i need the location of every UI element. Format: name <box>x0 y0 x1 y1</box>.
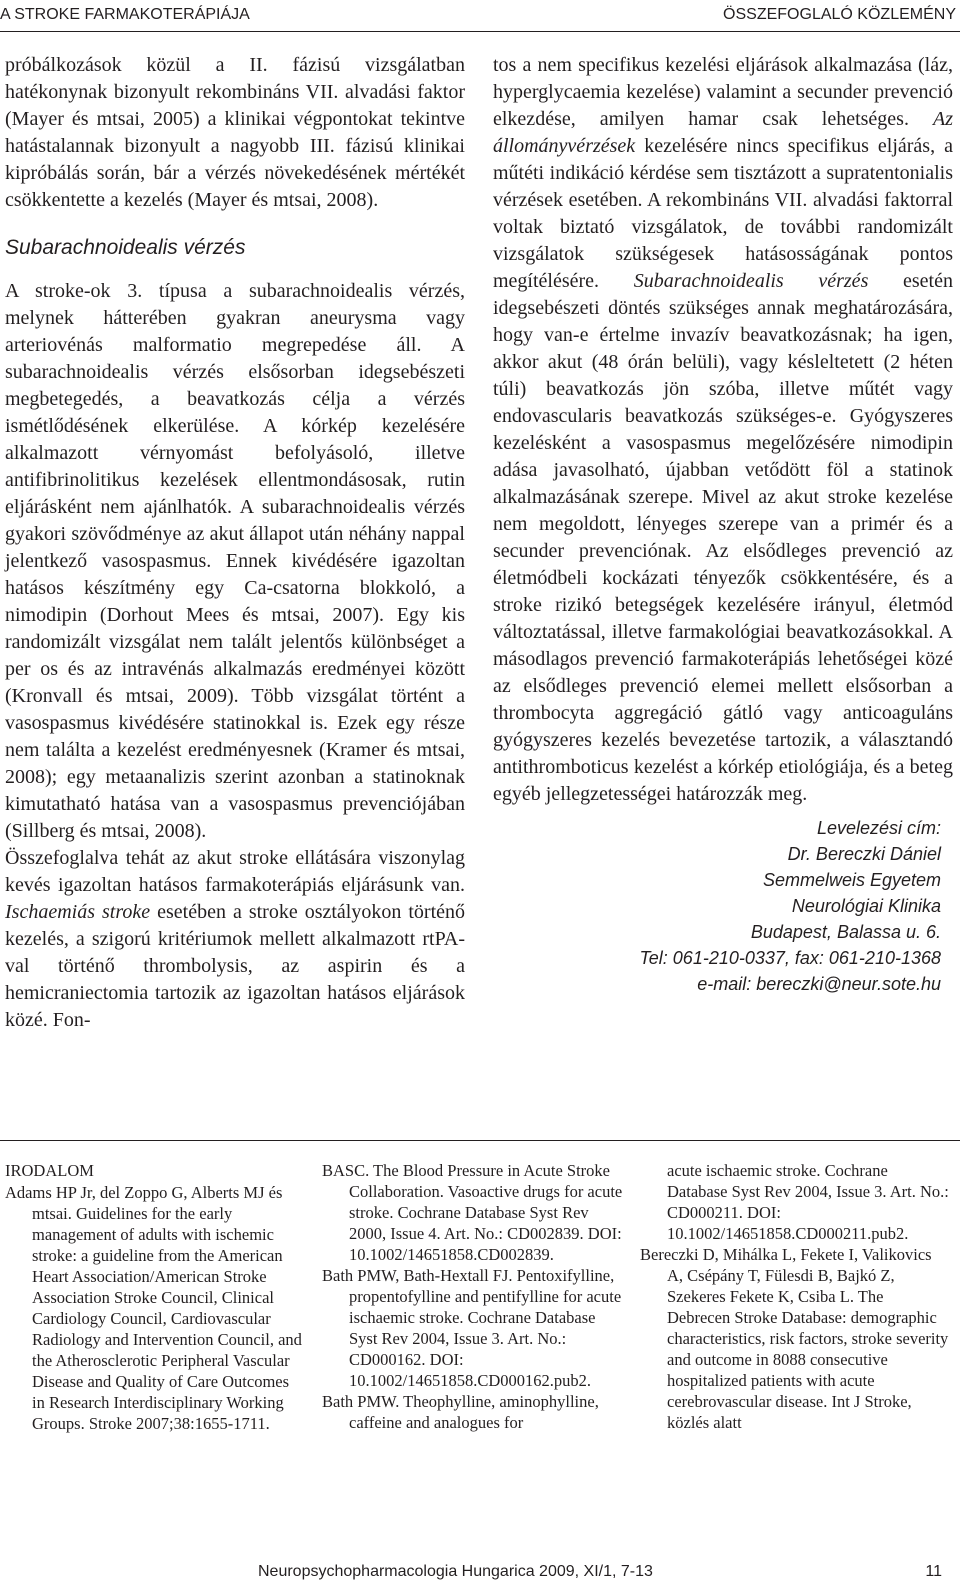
reference-item: Bereczki D, Mihálka L, Fekete I, Valikovics A, Csépány T, Fülesdi B, Bajkó Z, Szekeres Fekete K, Csiba L. The Debrecen Stroke Database: demographic characteristics, risk factors, stroke severity and outcome in 8088 consecutive hospitalized patients with acute cerebrovascular disease. Int J Stroke, közlés alatt <box>640 1245 949 1432</box>
continuation-text-1: tos a nem specifikus kezelési eljárások alkalmazása (láz, hyperglycaemia kezelése) valamint a secunder prevenció elkezdése, amilyen hamar csak lehetséges. <box>493 54 953 130</box>
continuation-italic-hemorrhage: Az állományvérzések <box>493 108 953 157</box>
correspondence-address <box>639 815 941 997</box>
references-column-2 <box>322 1160 627 1433</box>
summary-italic-ischemic: Ischaemiás stroke <box>5 901 151 923</box>
right-column <box>493 52 953 808</box>
reference-item: Bath PMW, Bath-Hextall FJ. Pentoxifylline, propentofylline and pentifylline for acute ischaemic stroke. Cochrane Database Syst Rev 2004, Issue 3. Art. No.: CD000162. DOI: 10.1002/14651858.CD000162.pub2. <box>322 1266 622 1390</box>
page-number: 11 <box>925 1563 942 1580</box>
references-column-3 <box>640 1160 950 1433</box>
references-column-1 <box>5 1160 305 1434</box>
address-department: Neurológiai Klinika <box>791 896 941 916</box>
reference-item: BASC. The Blood Pressure in Acute Stroke Collaboration. Vasoactive drugs for acute stroke. Cochrane Database Syst Rev 2000, Issue 4. Art. No.: CD002839. DOI: 10.1002/14651858.CD002839. <box>322 1161 623 1264</box>
continuation-italic-subarachnoid: Subarachnoidealis vérzés <box>633 270 869 292</box>
paragraph-subarachnoid: A stroke-ok 3. típusa a subarachnoidealis vérzés, melynek hátterében gyakran aneurysma vagy arteriovénás malformatio megrepedése áll. A subarachnoidealis vérzés elsősorban idegsebészeti megbetegedés, a beavatkozás célja a vérzés ismétlődésének elkerülése. A kórkép kezelésére alkalmazott vérnyomást befolyásoló, illetve antifibrinolitikus kezelések ellentmondásosak, rutin eljárásként nem ajánlhatók. A subarachnoidealis vérzés gyakori szövődménye az akut állapot után néhány nappal jelentkező vasospasmus. Ennek kivédésére igazoltan hatásos készítmény egy Ca-csatorna blokkoló, a nimodipin (Dorhout Mees és mtsai, 2007). Egy kis randomizált vizsgálat nem talált jelentős különbséget a per os és az intravénás alkalmazás eredményei között (Kronvall és mtsai, 2009). Több vizsgálat történt a vasospasmus kivédésére statinokkal is. Ezek egy része nem találta a kezelést eredményesnek (Kramer és mtsai, 2008); egy metaanalizis szerint azonban a statinoknak kimutatható hatása van a vasospasmus prevenciójában (Sillberg és mtsai, 2008). <box>5 280 465 842</box>
paragraph-continuation <box>493 52 953 808</box>
address-city: Budapest, Balassa u. 6. <box>750 922 941 942</box>
summary-text-1: Összefoglalva tehát az akut stroke ellátására viszonylag kevés igazoltan hatásos farmakoterápiás eljárásunk van. <box>5 847 465 896</box>
continuation-text-3: esetén idegsebészeti döntés szükséges annak meghatározására, hogy van-e értelme invazív beavatkozásnak; ha igen, akkor akut (48 órán belüli), vagy késleltetett (2 héten túli) beavatkozás jön szóba, illetve műtét vagy endovascularis beavatkozás szükséges-e. Gyógyszeres kezelésként a vasospasmus megelőzésére nimodipin adása javasolható, újabban vetődött föl a statinok alkalmazásának szerepe. Mivel az akut stroke kezelése nem megoldott, lényeges szerepe van a primér és a secunder prevenciónak. Az elsődleges prevenció az életmódbeli kockázati tényezők csökkentésére, és a stroke rizikó betegségek kezelésére irányul, életmód változtatással, illetve farmakológiai beavatkozásokkal. A másodlagos prevenció farmakoterápiás lehetőségei közé az elsődleges prevenció elemei mellett elsősorban a thrombocyta aggregáció gátló vagy anticoaguláns gyógyszeres kezelés bevezetése tartozik, a választandó antithromboticus kezelést a kórkép etiológiája, és a beteg egyéb jellegzetességei határozzák meg. <box>493 270 953 805</box>
references-heading: IRODALOM <box>5 1161 94 1180</box>
summary-text-2: esetében a stroke osztályokon történő kezelés, a szigorú kritériumok mellett alkalmazott rtPA-val történő thrombolysis, az aspirin és a hemicraniectomia tartozik az igazoltan hatásos eljárások közé. Fon- <box>5 901 466 1031</box>
address-name: Dr. Bereczki Dániel <box>787 844 941 864</box>
paragraph-summary <box>5 845 465 1034</box>
reference-item: Bath PMW. Theophylline, aminophylline, caffeine and analogues for <box>322 1392 599 1432</box>
paragraph-hemorrhage-trials: próbálkozások közül a II. fázisú vizsgálatban hatékonynak bizonyult rekombináns VII. alvadási faktor (Mayer és mtsai, 2005) a klinikai végpontokat tekintve hatástalannak bizonyult a nagyobb III. fázisú klinikai kipróbálás során, bár a vérzés növekedésének mértékét csökkentette a kezelés (Mayer és mtsai, 2008). <box>5 54 465 211</box>
running-header-right: ÖSSZEFOGLALÓ KÖZLEMÉNY <box>723 6 956 23</box>
running-header-left: A STROKE FARMAKOTERÁPIÁJA <box>0 6 250 23</box>
references-rule <box>0 1140 960 1141</box>
address-phone: Tel: 061-210-0337, fax: 061-210-1368 <box>639 948 941 968</box>
section-heading-subarachnoid: Subarachnoidealis vérzés <box>5 236 246 259</box>
reference-item: Adams HP Jr, del Zoppo G, Alberts MJ és mtsai. Guidelines for the early management of adults with ischemic stroke: a guideline from the American Heart Association/American Stroke Association Stroke Council, Clinical Cardiology Council, Cardiovascular Radiology and Intervention Council, and the Atherosclerotic Peripheral Vascular Disease and Quality of Care Outcomes in Research Interdisciplinary Working Groups. Stroke 2007;38:1655-1711. <box>5 1183 302 1433</box>
footer-journal-citation: Neuropsychopharmacologia Hungarica 2009, XI/1, 7-13 <box>258 1563 653 1580</box>
address-email: e-mail: bereczki@neur.sote.hu <box>697 974 941 994</box>
header-rule <box>0 31 960 32</box>
address-institution: Semmelweis Egyetem <box>762 870 941 890</box>
reference-item-continuation: acute ischaemic stroke. Cochrane Database Syst Rev 2004, Issue 3. Art. No.: CD000211. DOI: 10.1002/14651858.CD000211.pub2. <box>667 1161 949 1243</box>
address-label: Levelezési cím: <box>816 818 941 838</box>
left-column <box>5 52 465 1034</box>
continuation-text-2: kezelésére nincs specifikus eljárás, a műtéti indikáció kérdése sem tisztázott a supratentonialis vérzések esetében. A rekombináns VII. alvadási faktorral voltak biztató vizsgálatok, de további randomizált vizsgálatok szükségesek hatásosságának pontos megítélésére. <box>493 135 953 292</box>
